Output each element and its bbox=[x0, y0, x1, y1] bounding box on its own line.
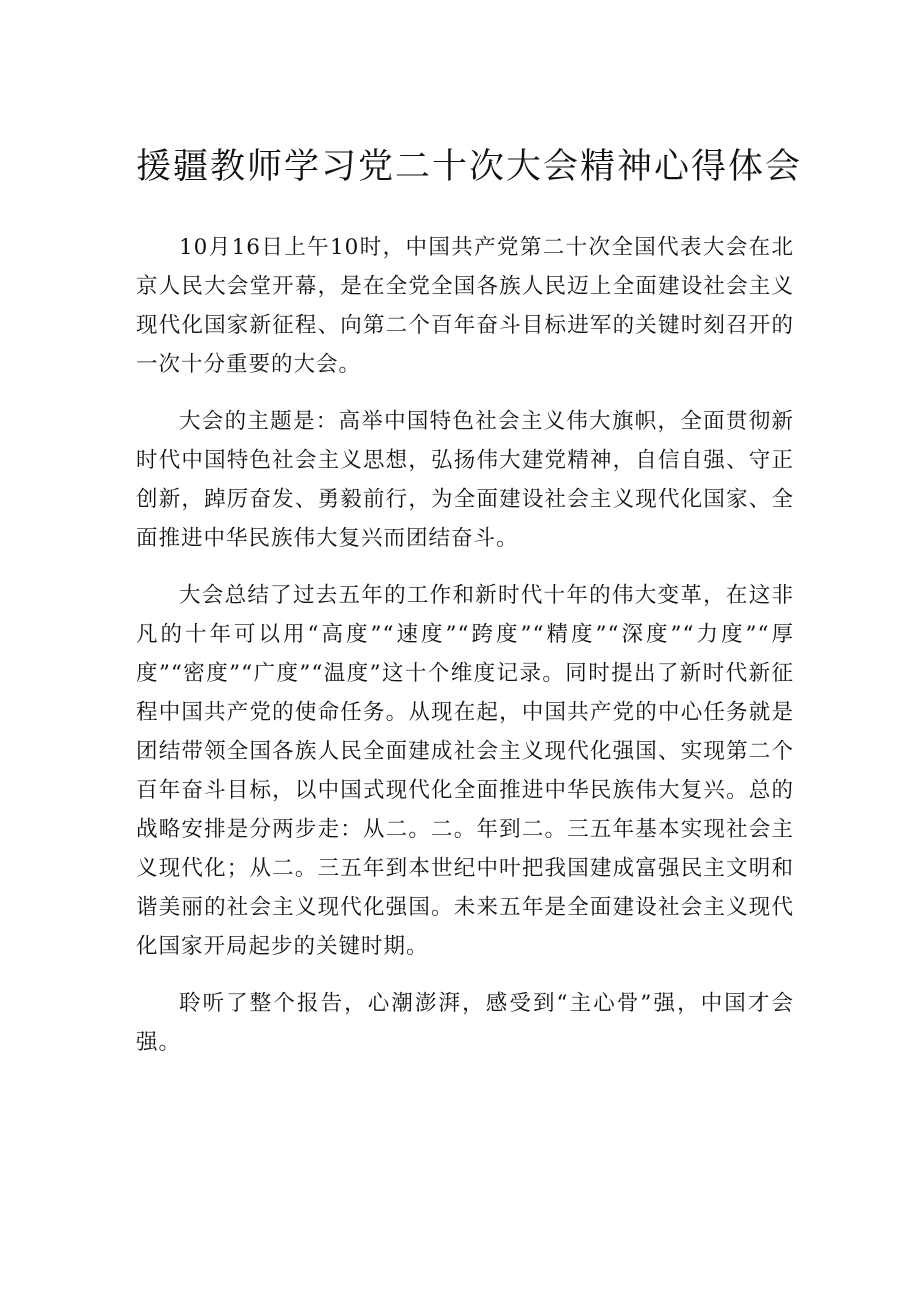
document-title: 援疆教师学习党二十次大会精神心得体会 bbox=[136, 147, 803, 187]
paragraph-2: 大会的主题是：高举中国特色社会主义伟大旗帜，全面贯彻新时代中国特色社会主义思想，弘扬伟大建党精神，自信自强、守正创新，踔厉奋发、勇毅前行，为全面建设社会主义现代化国家、全面推进中华民族伟大复兴而团结奋斗。 bbox=[136, 409, 794, 551]
paragraph-4: 聆听了整个报告，心潮澎湃，感受到“主心骨”强，中国才会强。 bbox=[136, 991, 794, 1055]
paragraph-3: 大会总结了过去五年的工作和新时代十年的伟大变革，在这非凡的十年可以用“高度”“速度”“跨度”“精度”“深度”“力度”“厚度”“密度”“广度”“温度”这十个维度记录。同时提出了新时代新征程中国共产党的使命任务。从现在起，中国共产党的中心任务就是团结带领全国各族人民全面建成社会主义现代化强国、实现第二个百年奋斗目标，以中国式现代化全面推进中华民族伟大复兴。总的战略安排是分两步走：从二。二。年到二。三五年基本实现社会主义现代化；从二。三五年到本世纪中叶把我国建成富强民主文明和谐美丽的社会主义现代化强国。未来五年是全面建设社会主义现代化国家开局起步的关键时期。 bbox=[136, 583, 794, 959]
paragraph-1: 10月16日上午10时，中国共产党第二十次全国代表大会在北京人民大会堂开幕，是在全党全国各族人民迈上全面建设社会主义现代化国家新征程、向第二个百年奋斗目标进军的关键时刻召开的一次十分重要的大会。 bbox=[136, 235, 794, 377]
document-body bbox=[136, 228, 794, 1080]
